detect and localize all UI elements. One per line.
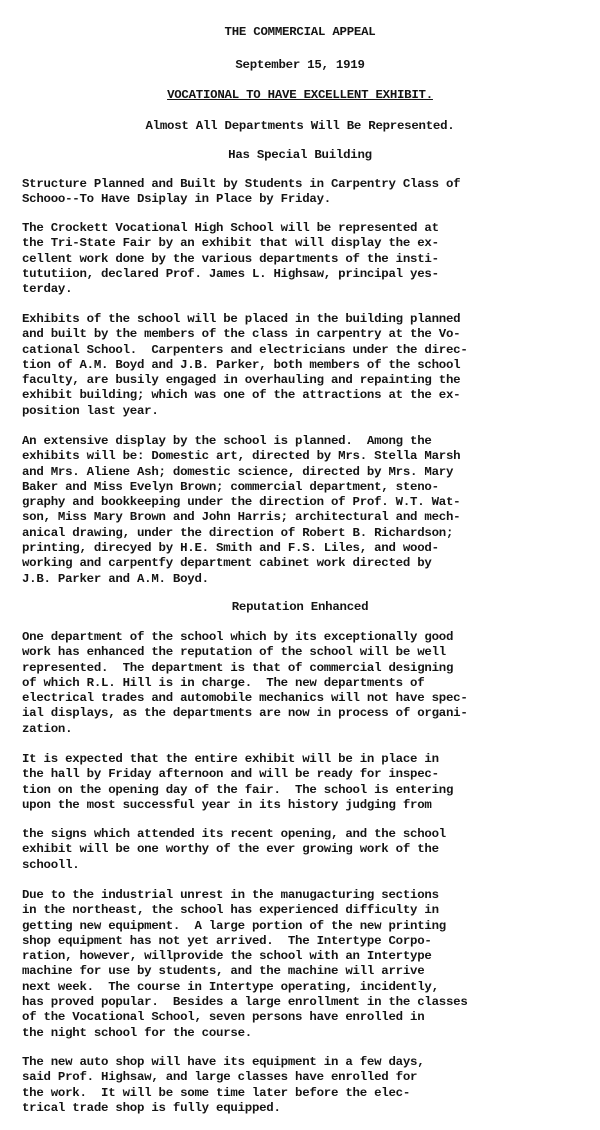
text-line: It is expected that the entire exhibit will be in place in [22,752,439,766]
text-line: zation. [22,721,73,736]
special-building-heading: Has Special Building [228,148,372,162]
text-line: cational School. Carpenters and electricians under the direc- [22,342,468,357]
text-line: and built by the members of the class in carpentry at the Vo- [22,327,461,342]
text-line: faculty, are busily engaged in overhauling and repainting the [22,373,461,388]
text-line: working and carpentfy department cabinet work directed by [22,556,432,571]
text-line: terday. [22,282,73,297]
text-line: the work. It will be some time later before the elec- [22,1085,411,1100]
publication-name: THE COMMERCIAL APPEAL [224,25,376,39]
text-line: Due to the industrial unrest in the manugacturing sections [22,888,439,902]
text-line: upon the most successful year in its history judging from [22,797,432,812]
text-line: has proved popular. Besides a large enrollment in the classes [22,995,468,1010]
text-line: Structure Planned and Built by Students in Carpentry Class of [22,177,461,191]
text-line: exhibit building; which was one of the attractions at the ex- [22,388,461,403]
paragraph-reputation [22,630,600,737]
text-line: ial displays, as the departments are now in process of organi- [22,706,468,721]
text-line: ration, however, willprovide the school with an Intertype [22,949,432,964]
text-line: work has enhanced the reputation of the school will be well [22,645,446,660]
text-line: the hall by Friday afternoon and will be ready for inspec- [22,767,439,782]
paragraph-intro [22,221,600,297]
text-line: trical trade shop is fully equipped. [22,1100,281,1115]
text-line: position last year. [22,403,159,418]
text-line: schooll. [22,857,80,872]
text-line: of which R.L. Hill is in charge. The new departments of [22,675,425,690]
headline: VOCATIONAL TO HAVE EXCELLENT EXHIBIT. [167,88,433,102]
text-line: in the northeast, the school has experienced difficulty in [22,903,439,918]
text-line: the Tri-State Fair by an exhibit that will display the ex- [22,236,439,251]
article-date: September 15, 1919 [235,58,365,72]
text-line: shop equipment has not yet arrived. The Intertype Corpo- [22,933,432,948]
text-line: son, Miss Mary Brown and John Harris; architectural and mech- [22,510,461,525]
text-line: the night school for the course. [22,1025,252,1040]
text-line: tututiion, declared Prof. James L. Highsaw, principal yes- [22,266,439,281]
text-line: graphy and bookkeeping under the direction of Prof. W.T. Wat- [22,495,461,510]
text-line: tion of A.M. Boyd and J.B. Parker, both members of the school [22,357,461,372]
paragraph-signs [22,827,600,873]
text-line: said Prof. Highsaw, and large classes have enrolled for [22,1070,418,1085]
text-line: cellent work done by the various departments of the insti- [22,251,439,266]
text-line: electrical trades and automobile mechanics will not have spec- [22,691,468,706]
text-line: One department of the school which by its exceptionally good [22,630,454,644]
paragraph-equipment [22,888,600,1041]
paragraph-auto-shop [22,1055,600,1116]
text-line: machine for use by students, and the machine will arrive [22,964,425,979]
text-line: Exhibits of the school will be placed in the building planned [22,312,461,326]
text-line: and Mrs. Aliene Ash; domestic science, directed by Mrs. Mary [22,464,454,479]
deck [22,177,600,208]
text-line: tion on the opening day of the fair. The school is entering [22,782,454,797]
text-line: anical drawing, under the direction of Robert B. Richardson; [22,525,454,540]
text-line: The new auto shop will have its equipment in a few days, [22,1055,425,1069]
text-line: Schooo--To Have Dsiplay in Place by Friday. [22,192,331,207]
paragraph-displays [22,434,600,587]
text-line: the signs which attended its recent opening, and the school [22,827,446,841]
text-line: of the Vocational School, seven persons have enrolled in [22,1010,425,1025]
subheadline: Almost All Departments Will Be Represented. [145,119,455,133]
paragraph-building [22,312,600,419]
text-line: J.B. Parker and A.M. Boyd. [22,571,209,586]
text-line: exhibits will be: Domestic art, directed by Mrs. Stella Marsh [22,449,461,464]
text-line: An extensive display by the school is planned. Among the [22,434,432,448]
section-heading: Reputation Enhanced [231,600,369,614]
text-line: represented. The department is that of commercial designing [22,660,454,675]
text-line: exhibit will be one worthy of the ever growing work of the [22,842,439,857]
text-line: The Crockett Vocational High School will be represented at [22,221,439,235]
paragraph-expected [22,752,600,813]
text-line: getting new equipment. A large portion of the new printing [22,918,446,933]
text-line: next week. The course in Intertype operating, incidently, [22,979,439,994]
text-line: Baker and Miss Evelyn Brown; commercial department, steno- [22,479,439,494]
text-line: printing, direcyed by H.E. Smith and F.S. Liles, and wood- [22,541,439,556]
